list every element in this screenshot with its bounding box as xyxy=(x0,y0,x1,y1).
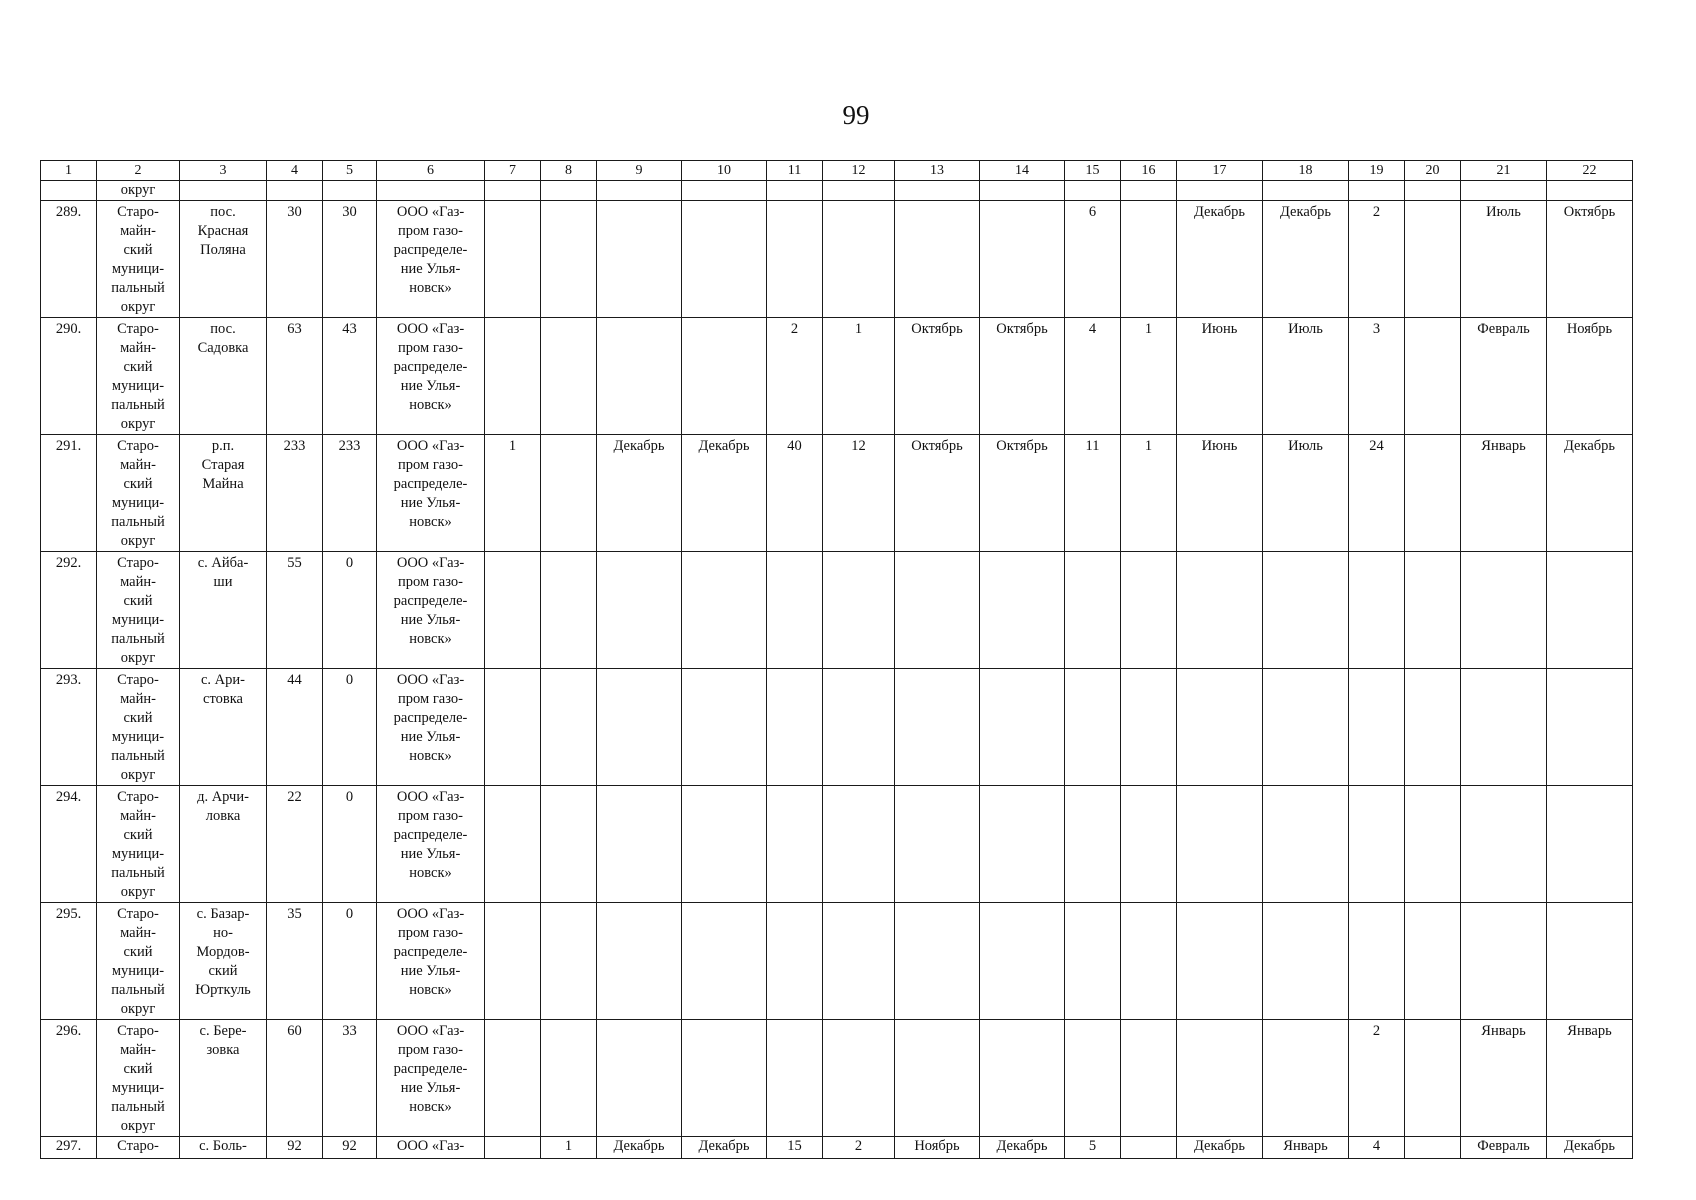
cell-c11: 2 xyxy=(767,318,823,435)
cell-c9 xyxy=(597,1020,682,1137)
column-number: 4 xyxy=(267,161,323,181)
cell-c10: Декабрь xyxy=(682,435,767,552)
cell-c16 xyxy=(1121,552,1177,669)
cell-c17 xyxy=(1177,903,1263,1020)
cell-c20 xyxy=(1405,552,1461,669)
page-number: 99 xyxy=(842,100,870,130)
column-number: 6 xyxy=(377,161,485,181)
cell-c4: 30 xyxy=(267,201,323,318)
cell-c7 xyxy=(485,318,541,435)
cell-no: 289. xyxy=(41,201,97,318)
cell-c22: Декабрь xyxy=(1547,1137,1633,1159)
column-number: 3 xyxy=(180,161,267,181)
column-number: 11 xyxy=(767,161,823,181)
cell-c19: 3 xyxy=(1349,318,1405,435)
cell-c20 xyxy=(1405,1137,1461,1159)
cell-org: ООО «Газ- пром газо- распределе- ние Улья- новск» xyxy=(377,903,485,1020)
cell-district: Старо- майн- ский муници- пальный округ xyxy=(97,435,180,552)
cell-c8 xyxy=(541,903,597,1020)
cell-c16: 1 xyxy=(1121,435,1177,552)
cell-c8 xyxy=(541,435,597,552)
cell-c14 xyxy=(980,201,1065,318)
cell-c14: Октябрь xyxy=(980,435,1065,552)
cell-c18 xyxy=(1263,903,1349,1020)
cell-c12: 1 xyxy=(823,318,895,435)
cell-c20 xyxy=(1405,435,1461,552)
cell-c21 xyxy=(1461,669,1547,786)
cell-c5: 0 xyxy=(323,669,377,786)
cell-district: Старо- майн- ский муници- пальный округ xyxy=(97,552,180,669)
cell-org: ООО «Газ- пром газо- распределе- ние Улья- новск» xyxy=(377,552,485,669)
cell-c17: Декабрь xyxy=(1177,201,1263,318)
cell-c18 xyxy=(1263,1020,1349,1137)
cell-locality: пос. Красная Поляна xyxy=(180,201,267,318)
cell-c14 xyxy=(980,903,1065,1020)
cell-c17 xyxy=(1177,786,1263,903)
cell-c9: Декабрь xyxy=(597,435,682,552)
cell-org: ООО «Газ- пром газо- распределе- ние Улья- новск» xyxy=(377,669,485,786)
table-row xyxy=(41,1020,1633,1137)
empty-cell xyxy=(1405,181,1461,201)
cell-locality: с. Боль- xyxy=(180,1137,267,1159)
empty-cell xyxy=(1547,181,1633,201)
empty-cell xyxy=(1177,181,1263,201)
cell-c8 xyxy=(541,318,597,435)
empty-cell xyxy=(1263,181,1349,201)
empty-cell xyxy=(1065,181,1121,201)
cell-c7 xyxy=(485,552,541,669)
column-number: 10 xyxy=(682,161,767,181)
cell-c8 xyxy=(541,786,597,903)
table-row xyxy=(41,903,1633,1020)
cell-c12 xyxy=(823,201,895,318)
cell-c11 xyxy=(767,201,823,318)
cell-c4: 35 xyxy=(267,903,323,1020)
cell-c21: Июль xyxy=(1461,201,1547,318)
cell-no: 293. xyxy=(41,669,97,786)
empty-cell xyxy=(1349,181,1405,201)
cell-c9 xyxy=(597,318,682,435)
empty-cell xyxy=(485,181,541,201)
cell-c10 xyxy=(682,786,767,903)
cell-c18 xyxy=(1263,786,1349,903)
cell-org: ООО «Газ- пром газо- распределе- ние Улья- новск» xyxy=(377,435,485,552)
cell-c11: 40 xyxy=(767,435,823,552)
cell-c10 xyxy=(682,318,767,435)
cell-locality: с. Базар- но- Мордов- ский Юрткуль xyxy=(180,903,267,1020)
cell-no: 295. xyxy=(41,903,97,1020)
cell-c10: Декабрь xyxy=(682,1137,767,1159)
cell-c17: Июнь xyxy=(1177,318,1263,435)
cell-c4: 44 xyxy=(267,669,323,786)
cell-no: 291. xyxy=(41,435,97,552)
cell-c20 xyxy=(1405,201,1461,318)
cell-c5: 43 xyxy=(323,318,377,435)
cell-district: Старо- майн- ский муници- пальный округ xyxy=(97,669,180,786)
cell-locality: пос. Садовка xyxy=(180,318,267,435)
cell-c9 xyxy=(597,201,682,318)
cell-c14 xyxy=(980,552,1065,669)
cell-c19 xyxy=(1349,786,1405,903)
cell-no: 296. xyxy=(41,1020,97,1137)
column-number: 16 xyxy=(1121,161,1177,181)
cell-c5: 0 xyxy=(323,552,377,669)
cell-c9 xyxy=(597,552,682,669)
column-number: 15 xyxy=(1065,161,1121,181)
cell-c21: Январь xyxy=(1461,435,1547,552)
cell-c7 xyxy=(485,1020,541,1137)
cell-c18 xyxy=(1263,669,1349,786)
column-number: 22 xyxy=(1547,161,1633,181)
table-row xyxy=(41,1137,1633,1159)
continued-row xyxy=(41,181,1633,201)
column-number: 17 xyxy=(1177,161,1263,181)
cell-c12: 12 xyxy=(823,435,895,552)
cell-c18: Июль xyxy=(1263,435,1349,552)
cell-c21: Февраль xyxy=(1461,318,1547,435)
table-row xyxy=(41,201,1633,318)
cell-c19 xyxy=(1349,552,1405,669)
cell-district: Старо- xyxy=(97,1137,180,1159)
empty-cell xyxy=(1461,181,1547,201)
empty-cell xyxy=(767,181,823,201)
cell-c7 xyxy=(485,903,541,1020)
cell-c13: Октябрь xyxy=(895,318,980,435)
cell-locality: с. Айба- ши xyxy=(180,552,267,669)
cell-c5: 30 xyxy=(323,201,377,318)
cell-c19: 24 xyxy=(1349,435,1405,552)
cell-c9 xyxy=(597,786,682,903)
cell-c14 xyxy=(980,1020,1065,1137)
empty-cell xyxy=(895,181,980,201)
cell-c16 xyxy=(1121,1020,1177,1137)
cell-org: ООО «Газ- пром газо- распределе- ние Улья- новск» xyxy=(377,318,485,435)
cell-c17 xyxy=(1177,669,1263,786)
cell-c15 xyxy=(1065,1020,1121,1137)
cell-c16: 1 xyxy=(1121,318,1177,435)
cell-c8 xyxy=(541,552,597,669)
cell-c14 xyxy=(980,669,1065,786)
cell-district: Старо- майн- ский муници- пальный округ xyxy=(97,201,180,318)
cell-c16 xyxy=(1121,1137,1177,1159)
cell-c7 xyxy=(485,786,541,903)
cell-c22 xyxy=(1547,669,1633,786)
empty-cell xyxy=(377,181,485,201)
cell-c20 xyxy=(1405,318,1461,435)
cell-c9: Декабрь xyxy=(597,1137,682,1159)
cell-org: ООО «Газ- пром газо- распределе- ние Улья- новск» xyxy=(377,786,485,903)
cell-c22: Ноябрь xyxy=(1547,318,1633,435)
cell-c20 xyxy=(1405,669,1461,786)
cell-c5: 92 xyxy=(323,1137,377,1159)
cell-c7 xyxy=(485,1137,541,1159)
empty-cell xyxy=(180,181,267,201)
cell-c11: 15 xyxy=(767,1137,823,1159)
cell-no: 294. xyxy=(41,786,97,903)
table-row xyxy=(41,435,1633,552)
cell-c21 xyxy=(1461,903,1547,1020)
empty-cell xyxy=(41,181,97,201)
cell-no: 290. xyxy=(41,318,97,435)
cell-c22 xyxy=(1547,786,1633,903)
cell-c5: 0 xyxy=(323,786,377,903)
cell-c4: 233 xyxy=(267,435,323,552)
column-number: 19 xyxy=(1349,161,1405,181)
empty-cell xyxy=(597,181,682,201)
empty-cell xyxy=(823,181,895,201)
cell-c17: Июнь xyxy=(1177,435,1263,552)
cell-locality: р.п. Старая Майна xyxy=(180,435,267,552)
cell-c22: Декабрь xyxy=(1547,435,1633,552)
cell-c15 xyxy=(1065,903,1121,1020)
cell-c21: Январь xyxy=(1461,1020,1547,1137)
column-number: 20 xyxy=(1405,161,1461,181)
cell-c21 xyxy=(1461,786,1547,903)
column-number: 7 xyxy=(485,161,541,181)
cell-c16 xyxy=(1121,201,1177,318)
empty-cell xyxy=(980,181,1065,201)
cell-c19 xyxy=(1349,903,1405,1020)
cell-c22: Октябрь xyxy=(1547,201,1633,318)
cell-c21 xyxy=(1461,552,1547,669)
cell-c19 xyxy=(1349,669,1405,786)
cell-org: ООО «Газ- пром газо- распределе- ние Улья- новск» xyxy=(377,1020,485,1137)
cell-c14 xyxy=(980,786,1065,903)
cell-c12 xyxy=(823,786,895,903)
cell-c22: Январь xyxy=(1547,1020,1633,1137)
cell-c18 xyxy=(1263,552,1349,669)
cell-c4: 55 xyxy=(267,552,323,669)
cell-district: Старо- майн- ский муници- пальный округ xyxy=(97,786,180,903)
cell-c15: 6 xyxy=(1065,201,1121,318)
cell-c15 xyxy=(1065,552,1121,669)
cell-c7: 1 xyxy=(485,435,541,552)
column-number: 5 xyxy=(323,161,377,181)
cell-district: Старо- майн- ский муници- пальный округ xyxy=(97,1020,180,1137)
column-number: 2 xyxy=(97,161,180,181)
empty-cell xyxy=(541,181,597,201)
cell-c13 xyxy=(895,786,980,903)
cell-c11 xyxy=(767,552,823,669)
cell-c17: Декабрь xyxy=(1177,1137,1263,1159)
cell-no: 297. xyxy=(41,1137,97,1159)
cell-org: ООО «Газ- пром газо- распределе- ние Улья- новск» xyxy=(377,201,485,318)
empty-cell xyxy=(267,181,323,201)
cell-c10 xyxy=(682,201,767,318)
cell-c12 xyxy=(823,903,895,1020)
cell-c10 xyxy=(682,1020,767,1137)
table-row xyxy=(41,552,1633,669)
cell-c15: 4 xyxy=(1065,318,1121,435)
cell-locality: с. Ари- стовка xyxy=(180,669,267,786)
column-number: 18 xyxy=(1263,161,1349,181)
empty-cell xyxy=(323,181,377,201)
cell-c18: Январь xyxy=(1263,1137,1349,1159)
column-number: 1 xyxy=(41,161,97,181)
column-number-row xyxy=(41,161,1633,181)
cell-c16 xyxy=(1121,669,1177,786)
cell-c4: 63 xyxy=(267,318,323,435)
cell-c4: 92 xyxy=(267,1137,323,1159)
cell-c13 xyxy=(895,552,980,669)
cell-c4: 22 xyxy=(267,786,323,903)
cell-c13 xyxy=(895,1020,980,1137)
cell-c7 xyxy=(485,201,541,318)
cell-c17 xyxy=(1177,552,1263,669)
cell-c8: 1 xyxy=(541,1137,597,1159)
column-number: 13 xyxy=(895,161,980,181)
cell-c12: 2 xyxy=(823,1137,895,1159)
cell-c20 xyxy=(1405,786,1461,903)
cell-c10 xyxy=(682,669,767,786)
cell-c18: Декабрь xyxy=(1263,201,1349,318)
cell-c15 xyxy=(1065,786,1121,903)
cell-c18: Июль xyxy=(1263,318,1349,435)
cell-c8 xyxy=(541,201,597,318)
cell-c4: 60 xyxy=(267,1020,323,1137)
cell-c16 xyxy=(1121,903,1177,1020)
cell-district: Старо- майн- ский муници- пальный округ xyxy=(97,903,180,1020)
cell-c13 xyxy=(895,903,980,1020)
cell-c21: Февраль xyxy=(1461,1137,1547,1159)
table-row xyxy=(41,669,1633,786)
data-table xyxy=(40,160,1633,1159)
cell-c15: 5 xyxy=(1065,1137,1121,1159)
cell-org: ООО «Газ- xyxy=(377,1137,485,1159)
cell-c15: 11 xyxy=(1065,435,1121,552)
cell-c20 xyxy=(1405,1020,1461,1137)
empty-cell xyxy=(682,181,767,201)
cell-c20 xyxy=(1405,903,1461,1020)
cell-c8 xyxy=(541,1020,597,1137)
cell-c12 xyxy=(823,669,895,786)
cell-c12 xyxy=(823,1020,895,1137)
cell-c22 xyxy=(1547,903,1633,1020)
cell-c19: 2 xyxy=(1349,1020,1405,1137)
table-row xyxy=(41,318,1633,435)
cell-c19: 2 xyxy=(1349,201,1405,318)
cell-c5: 0 xyxy=(323,903,377,1020)
cell-c10 xyxy=(682,903,767,1020)
cell-c7 xyxy=(485,669,541,786)
cell-c14: Декабрь xyxy=(980,1137,1065,1159)
column-number: 8 xyxy=(541,161,597,181)
cell-c15 xyxy=(1065,669,1121,786)
cell-c16 xyxy=(1121,786,1177,903)
cell-c11 xyxy=(767,1020,823,1137)
cell-c10 xyxy=(682,552,767,669)
cell-c22 xyxy=(1547,552,1633,669)
cell-locality: д. Арчи- ловка xyxy=(180,786,267,903)
cell-c13: Октябрь xyxy=(895,435,980,552)
cell-c9 xyxy=(597,669,682,786)
cell-c19: 4 xyxy=(1349,1137,1405,1159)
table-row xyxy=(41,786,1633,903)
cell-district: Старо- майн- ский муници- пальный округ xyxy=(97,318,180,435)
cell-no: 292. xyxy=(41,552,97,669)
continued-district-cell: округ xyxy=(97,181,180,201)
column-number: 9 xyxy=(597,161,682,181)
cell-c8 xyxy=(541,669,597,786)
cell-locality: с. Бере- зовка xyxy=(180,1020,267,1137)
column-number: 14 xyxy=(980,161,1065,181)
cell-c11 xyxy=(767,669,823,786)
cell-c13: Ноябрь xyxy=(895,1137,980,1159)
cell-c5: 233 xyxy=(323,435,377,552)
cell-c14: Октябрь xyxy=(980,318,1065,435)
cell-c13 xyxy=(895,669,980,786)
cell-c12 xyxy=(823,552,895,669)
column-number: 21 xyxy=(1461,161,1547,181)
cell-c17 xyxy=(1177,1020,1263,1137)
cell-c5: 33 xyxy=(323,1020,377,1137)
cell-c11 xyxy=(767,903,823,1020)
cell-c9 xyxy=(597,903,682,1020)
cell-c11 xyxy=(767,786,823,903)
empty-cell xyxy=(1121,181,1177,201)
column-number: 12 xyxy=(823,161,895,181)
cell-c13 xyxy=(895,201,980,318)
